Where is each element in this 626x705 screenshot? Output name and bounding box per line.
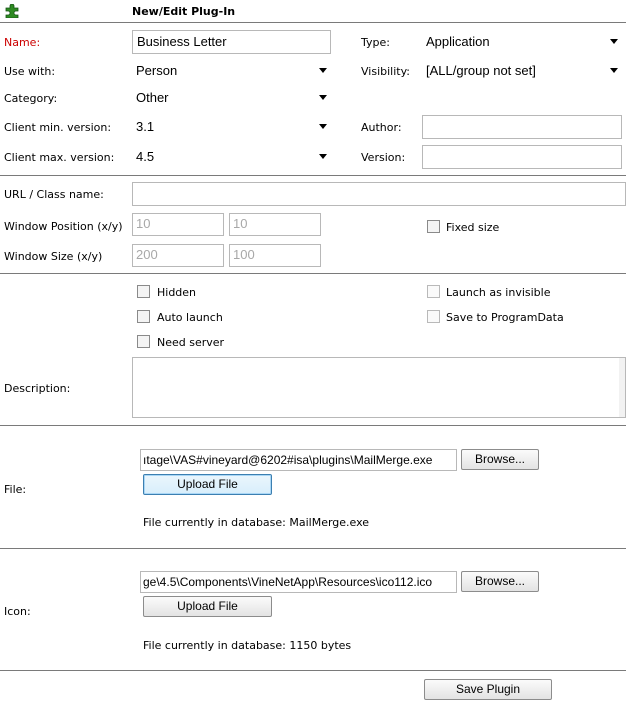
visibility-value: [ALL/group not set] bbox=[426, 63, 536, 78]
divider bbox=[0, 22, 626, 23]
launch-invisible-checkbox[interactable] bbox=[427, 285, 440, 298]
chevron-down-icon bbox=[319, 68, 327, 73]
type-label: Type: bbox=[361, 36, 390, 49]
file-label: File: bbox=[4, 483, 27, 496]
divider bbox=[0, 175, 626, 176]
description-textarea[interactable] bbox=[132, 357, 626, 418]
chevron-down-icon bbox=[610, 39, 618, 44]
visibility-label: Visibility: bbox=[361, 65, 411, 78]
chevron-down-icon bbox=[319, 154, 327, 159]
plugin-icon bbox=[4, 4, 20, 18]
need-server-checkbox[interactable] bbox=[137, 335, 150, 348]
use-with-select[interactable] bbox=[132, 60, 331, 82]
window-size-label: Window Size (x/y) bbox=[4, 250, 103, 263]
page-title: New/Edit Plug-In bbox=[132, 5, 236, 18]
version-label: Version: bbox=[361, 151, 406, 164]
divider bbox=[0, 273, 626, 274]
url-label: URL / Class name: bbox=[4, 188, 104, 201]
textarea-scrollbar[interactable] bbox=[619, 358, 625, 417]
file-path-input[interactable]: ıtage\VAS#vineyard@6202#isa\plugins\MailMerge.exe bbox=[140, 449, 457, 471]
file-upload-button[interactable]: Upload File bbox=[143, 474, 272, 495]
type-value: Application bbox=[426, 34, 490, 49]
window-size-y-input[interactable]: 100 bbox=[229, 244, 321, 267]
auto-launch-label: Auto launch bbox=[157, 311, 223, 324]
need-server-label: Need server bbox=[157, 336, 225, 349]
divider bbox=[0, 548, 626, 549]
hidden-label: Hidden bbox=[157, 286, 197, 299]
client-max-select[interactable] bbox=[132, 146, 331, 168]
type-select[interactable] bbox=[422, 31, 622, 53]
client-min-label: Client min. version: bbox=[4, 121, 112, 134]
visibility-select[interactable] bbox=[422, 60, 622, 82]
client-max-label: Client max. version: bbox=[4, 151, 115, 164]
description-label: Description: bbox=[4, 382, 71, 395]
name-label: Name: bbox=[4, 36, 41, 49]
icon-browse-button[interactable]: Browse... bbox=[461, 571, 539, 592]
chevron-down-icon bbox=[319, 95, 327, 100]
category-label: Category: bbox=[4, 92, 58, 105]
window-position-y-input[interactable]: 10 bbox=[229, 213, 321, 236]
window-size-x-input[interactable]: 200 bbox=[132, 244, 224, 267]
chevron-down-icon bbox=[610, 68, 618, 73]
window-position-label: Window Position (x/y) bbox=[4, 220, 123, 233]
client-min-value: 3.1 bbox=[136, 119, 155, 134]
window-position-x-input[interactable]: 10 bbox=[132, 213, 224, 236]
url-input[interactable] bbox=[132, 182, 626, 206]
icon-status-text: File currently in database: 1150 bytes bbox=[143, 639, 352, 652]
fixed-size-checkbox[interactable] bbox=[427, 220, 440, 233]
client-max-value: 4.5 bbox=[136, 149, 155, 164]
use-with-label: Use with: bbox=[4, 65, 56, 78]
chevron-down-icon bbox=[319, 124, 327, 129]
category-select[interactable] bbox=[132, 87, 331, 109]
icon-upload-button[interactable]: Upload File bbox=[143, 596, 272, 617]
author-input[interactable] bbox=[422, 115, 622, 139]
client-min-select[interactable] bbox=[132, 116, 331, 138]
divider bbox=[0, 670, 626, 671]
version-input[interactable] bbox=[422, 145, 622, 169]
auto-launch-checkbox[interactable] bbox=[137, 310, 150, 323]
save-programdata-checkbox[interactable] bbox=[427, 310, 440, 323]
use-with-value: Person bbox=[136, 63, 178, 78]
icon-path-input[interactable]: ge\4.5\Components\VineNetApp\Resources\ico112.ico bbox=[140, 571, 457, 593]
launch-invisible-label: Launch as invisible bbox=[446, 286, 551, 299]
fixed-size-label: Fixed size bbox=[446, 221, 500, 234]
divider bbox=[0, 425, 626, 426]
save-programdata-label: Save to ProgramData bbox=[446, 311, 564, 324]
file-status-text: File currently in database: MailMerge.exe bbox=[143, 516, 370, 529]
category-value: Other bbox=[136, 90, 169, 105]
file-browse-button[interactable]: Browse... bbox=[461, 449, 539, 470]
name-input[interactable]: Business Letter bbox=[132, 30, 331, 54]
save-plugin-button[interactable]: Save Plugin bbox=[424, 679, 552, 700]
hidden-checkbox[interactable] bbox=[137, 285, 150, 298]
icon-file-label: Icon: bbox=[4, 605, 31, 618]
author-label: Author: bbox=[361, 121, 402, 134]
